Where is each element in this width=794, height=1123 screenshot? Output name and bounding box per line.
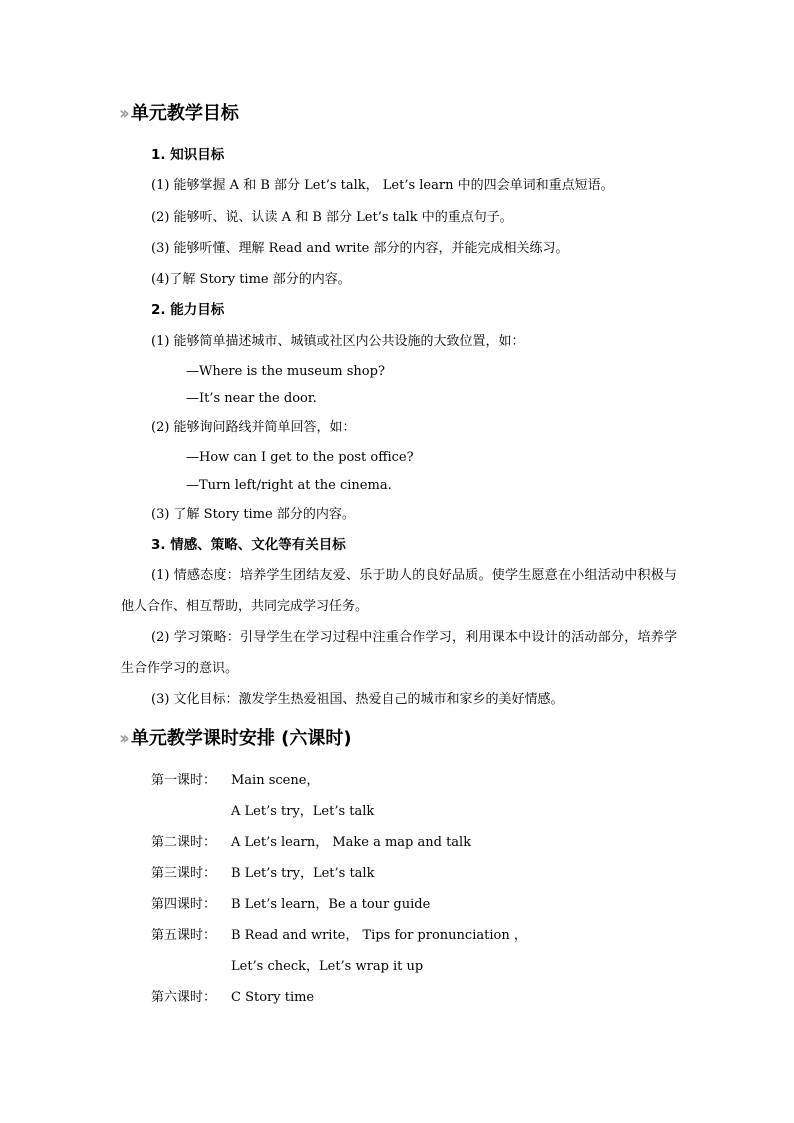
goal-paragraph: (2) 学习策略：引导学生在学习过程中注重合作学习，利用课本中设计的活动部分，培养学生合作学习的意识。 xyxy=(121,630,677,676)
lesson-content: A Let’s try，Let’s talk xyxy=(231,804,375,819)
goal-paragraph: (3) 文化目标：激发学生热爱祖国、热爱自己的城市和家乡的美好情感。 xyxy=(151,692,564,707)
lesson-content: B Read and write， Tips for pronunciation ， xyxy=(231,928,527,943)
section-title: 单元教学目标 xyxy=(130,103,239,124)
dialog-line: —Where is the museum shop? xyxy=(186,364,385,379)
double-chevron-icon: ›› xyxy=(119,103,126,124)
subheading-knowledge-goals: 1. 知识目标 xyxy=(151,147,225,163)
section-heading-lesson-schedule xyxy=(119,726,352,752)
lesson-content: A Let’s learn， Make a map and talk xyxy=(231,835,472,850)
schedule-row xyxy=(151,926,527,946)
dialog-line: —Turn left/right at the cinema. xyxy=(186,478,392,493)
lesson-label: 第四课时： xyxy=(151,897,217,912)
double-chevron-icon: ›› xyxy=(119,728,126,749)
knowledge-item: (1) 能够掌握 A 和 B 部分 Let’s talk， Let’s learn 中的四会单词和重点短语。 xyxy=(151,178,614,193)
lesson-content: Main scene， xyxy=(231,773,320,788)
lesson-label: 第三课时： xyxy=(151,866,217,881)
lesson-content: C Story time xyxy=(231,990,315,1005)
knowledge-item: (2) 能够听、说、认读 A 和 B 部分 Let’s talk 中的重点句子。 xyxy=(151,210,513,225)
lesson-label: 第一课时： xyxy=(151,773,217,788)
dialog-line: —It’s near the door. xyxy=(186,391,317,406)
section-title: 单元教学课时安排 (六课时) xyxy=(130,728,352,749)
schedule-row xyxy=(151,802,374,822)
schedule-row xyxy=(151,895,430,915)
goal-paragraph: (1) 情感态度：培养学生团结友爱、乐于助人的良好品质。使学生愿意在小组活动中积极与他人合作、相互帮助，共同完成学习任务。 xyxy=(121,568,677,614)
lesson-label: 第五课时： xyxy=(151,928,217,943)
subheading-ability-goals: 2. 能力目标 xyxy=(151,302,225,318)
lesson-content: B Let’s try，Let’s talk xyxy=(231,866,375,881)
dialog-line: —How can I get to the post office? xyxy=(186,450,414,465)
ability-item: (3) 了解 Story time 部分的内容。 xyxy=(151,507,355,522)
schedule-row xyxy=(151,864,374,884)
knowledge-item: (3) 能够听懂、理解 Read and write 部分的内容，并能完成相关练习。 xyxy=(151,241,569,256)
lesson-label: 第六课时： xyxy=(151,990,217,1005)
knowledge-item: (4)了解 Story time 部分的内容。 xyxy=(151,272,351,287)
ability-item: (2) 能够询问路线并简单回答，如： xyxy=(151,420,356,435)
lesson-content: B Let’s learn，Be a tour guide xyxy=(231,897,431,912)
section-heading-teaching-goals xyxy=(119,101,239,127)
lesson-content: Let’s check，Let’s wrap it up xyxy=(231,959,424,974)
schedule-row xyxy=(151,833,471,853)
lesson-label: 第二课时： xyxy=(151,835,217,850)
subheading-emotion-strategy-goals: 3. 情感、策略、文化等有关目标 xyxy=(151,537,346,553)
schedule-row xyxy=(151,771,319,791)
schedule-row xyxy=(151,988,314,1008)
ability-item: (1) 能够简单描述城市、城镇或社区内公共设施的大致位置，如： xyxy=(151,334,525,349)
schedule-row xyxy=(151,957,423,977)
